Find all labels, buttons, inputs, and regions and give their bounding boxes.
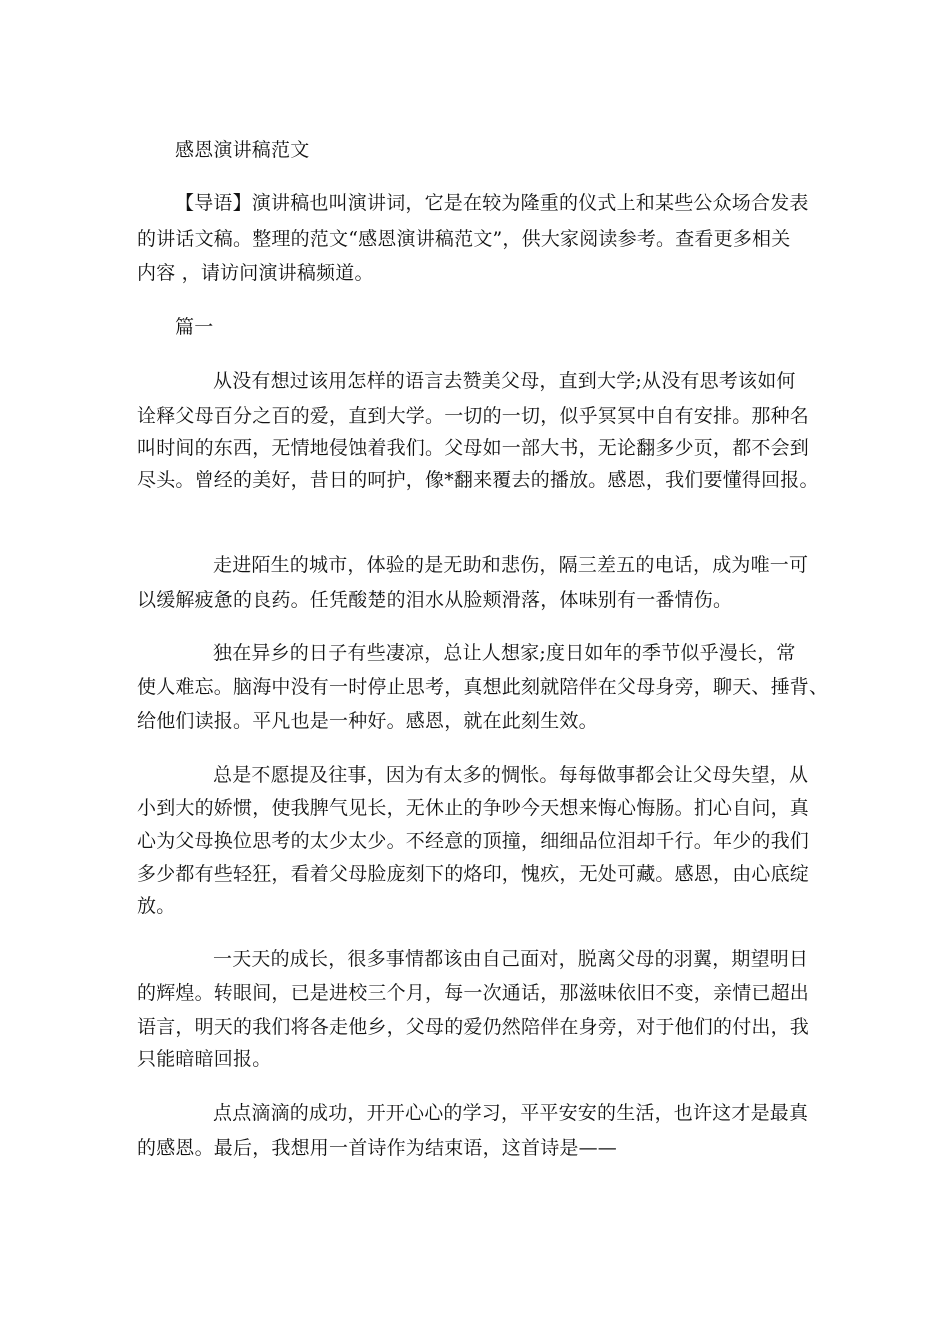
paragraph-line: 尽头。曾经的美好，昔日的呵护，像*翻来覆去的播放。感恩，我们要懂得回报。 xyxy=(137,469,819,491)
paragraph-line: 点点滴滴的成功，开开心心的学习，平平安安的生活，也许这才是最真 xyxy=(213,1102,809,1124)
paragraph-line: 小到大的娇惯，使我脾气见长，无休止的争吵今天想来悔心悔肠。扪心自问，真 xyxy=(137,797,810,819)
paragraph-line: 走进陌生的城市，体验的是无助和悲伤，隔三差五的电话，成为唯一可 xyxy=(213,554,809,576)
paragraph-line: 语言，明天的我们将各走他乡，父母的爱仍然陪伴在身旁，对于他们的付出，我 xyxy=(137,1016,810,1038)
intro-line: 的讲话文稿。整理的范文“感恩演讲稿范文”，供大家阅读参考。查看更多相关 xyxy=(137,228,791,250)
paragraph-line: 诠释父母百分之百的爱，直到大学。一切的一切，似乎冥冥中自有安排。那种名 xyxy=(137,405,810,427)
paragraph-line: 的辉煌。转眼间，已是进校三个月，每一次通话，那滋味依旧不变，亲情已超出 xyxy=(137,982,810,1004)
paragraph-line: 使人难忘。脑海中没有一时停止思考，真想此刻就陪伴在父母身旁，聊天、捶背、 xyxy=(137,676,829,698)
intro-line: 【导语】演讲稿也叫演讲词，它是在较为隆重的仪式上和某些公众场合发表 xyxy=(175,192,809,214)
intro-line: 内容 ，请访问演讲稿频道。 xyxy=(137,262,374,284)
paragraph-line: 心为父母换位思考的太少太少。不经意的顶撞，细细品位泪却千行。年少的我们 xyxy=(137,830,810,852)
paragraph-line: 从没有想过该用怎样的语言去赞美父母，直到大学;从没有思考该如何 xyxy=(213,370,796,392)
paragraph-line: 给他们读报。平凡也是一种好。感恩，就在此刻生效。 xyxy=(137,710,598,732)
section-label: 篇一 xyxy=(175,316,214,338)
paragraph-line: 独在异乡的日子有些凄凉，总让人想家;度日如年的季节似乎漫长，常 xyxy=(213,642,796,664)
paragraph-line: 一天天的成长，很多事情都该由自己面对，脱离父母的羽翼，期望明日 xyxy=(213,948,809,970)
paragraph-line: 以缓解疲惫的良药。任凭酸楚的泪水从脸颊滑落，体味别有一番情伤。 xyxy=(137,589,733,611)
paragraph-line: 叫时间的东西，无情地侵蚀着我们。父母如一部大书，无论翻多少页，都不会到 xyxy=(137,437,810,459)
paragraph-line: 只能暗暗回报。 xyxy=(137,1048,272,1070)
paragraph-line: 总是不愿提及往事，因为有太多的惆怅。每每做事都会让父母失望，从 xyxy=(213,764,809,786)
paragraph-line: 多少都有些轻狂，看着父母脸庞刻下的烙印，愧疚，无处可藏。感恩，由心底绽 xyxy=(137,863,810,885)
paragraph-line: 的感恩。最后，我想用一首诗作为结束语，这首诗是—— xyxy=(137,1137,618,1159)
document-title: 感恩演讲稿范文 xyxy=(175,139,310,161)
paragraph-line: 放。 xyxy=(137,895,176,917)
